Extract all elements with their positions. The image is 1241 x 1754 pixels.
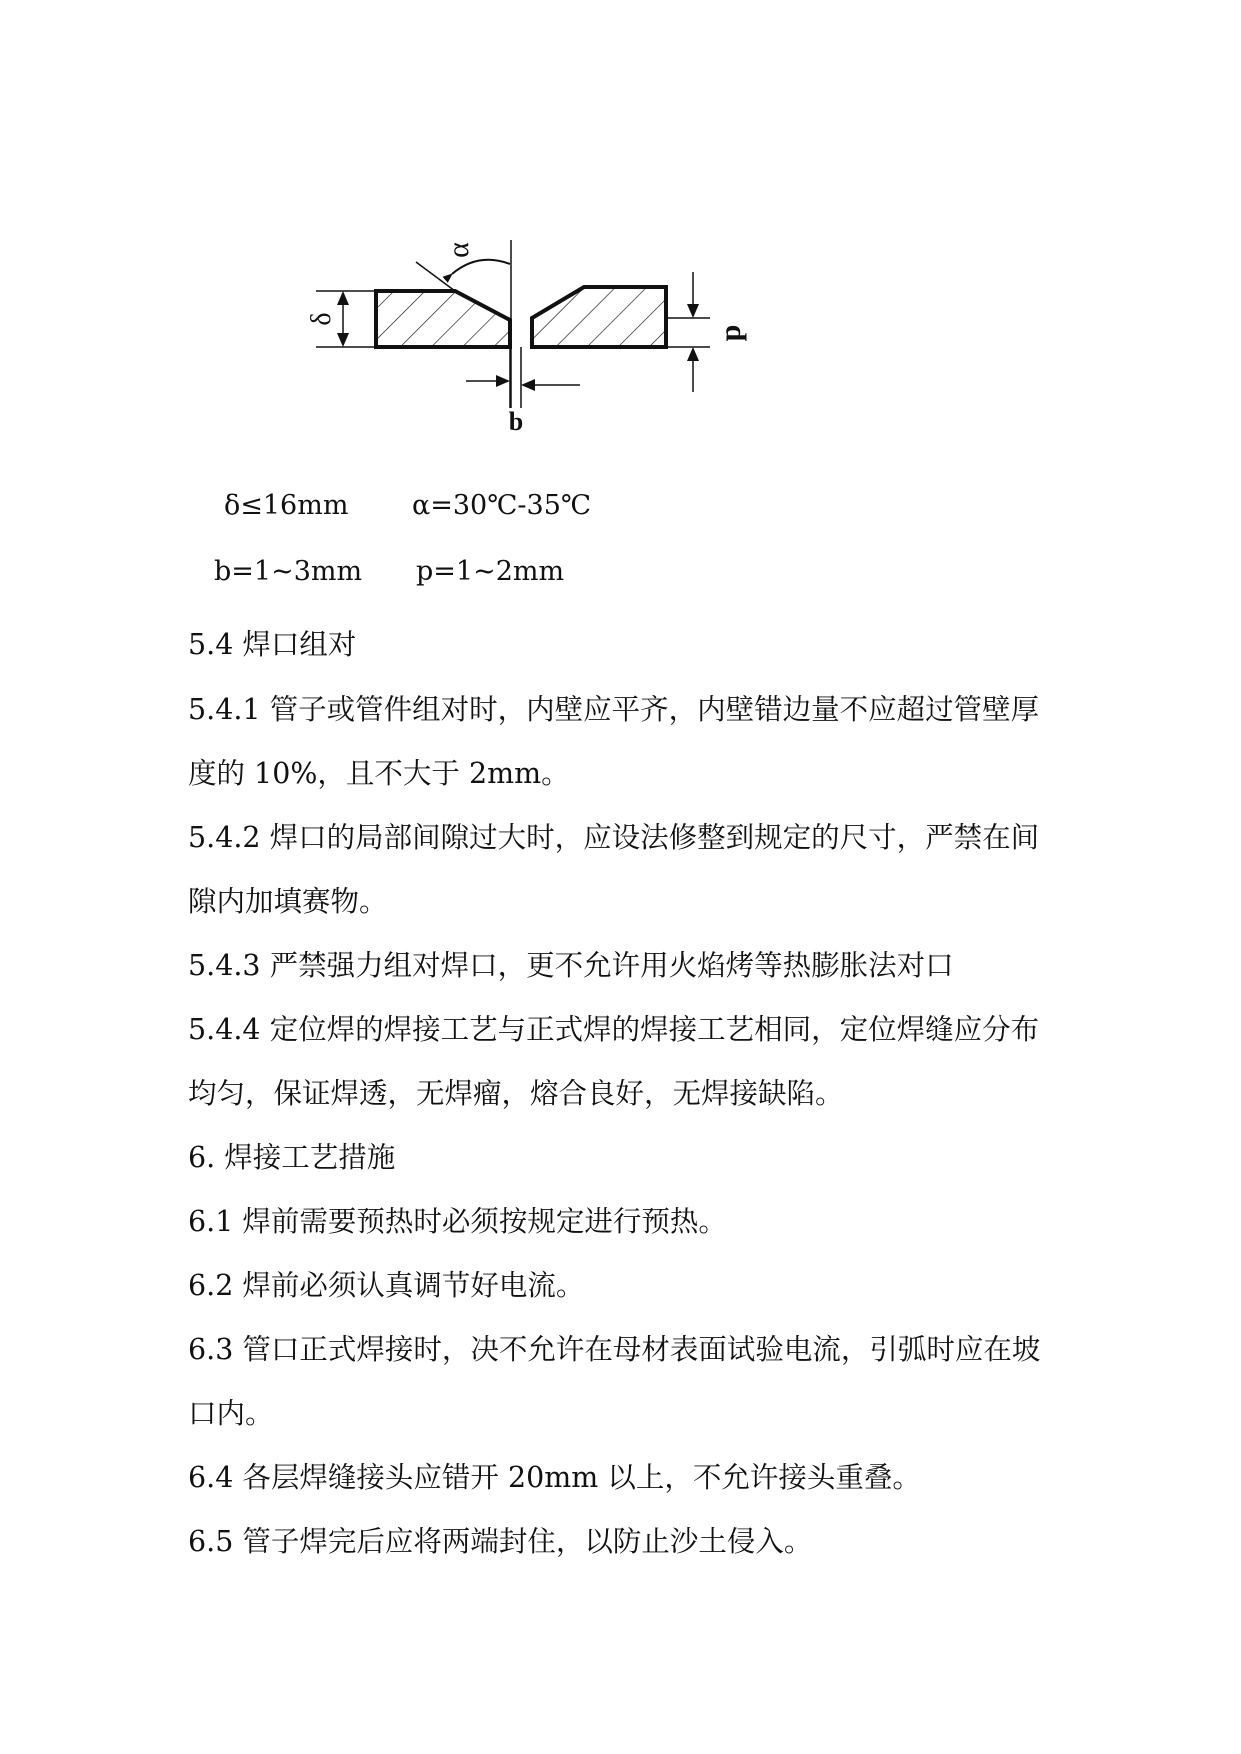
left-plate — [376, 291, 510, 347]
bevel-extension-line — [416, 262, 455, 291]
p-label: p — [714, 324, 747, 342]
alpha-label: α — [442, 242, 475, 258]
param-delta: δ≤16mm — [224, 490, 349, 521]
param-b: b=1~3mm — [214, 556, 363, 587]
param-p: p=1~2mm — [416, 556, 565, 587]
paragraph-line: 隙内加填赛物。 — [188, 885, 388, 918]
paragraph-line: 6.1 焊前需要预热时必须按规定进行预热。 — [188, 1205, 727, 1238]
section-heading: 5.4 焊口组对 — [188, 628, 357, 661]
paragraph-line: 5.4.1 管子或管件组对时，内壁应平齐，内壁错边量不应超过管壁厚 — [188, 693, 1040, 726]
paragraph-line: 6.4 各层焊缝接头应错开 20mm 以上，不允许接头重叠。 — [188, 1461, 921, 1494]
alpha-arc — [452, 260, 510, 274]
paragraph-line: 6.5 管子焊完后应将两端封住，以防止沙土侵入。 — [188, 1525, 813, 1558]
weld-groove-diagram — [0, 0, 1241, 460]
paragraph-line: 5.4.2 焊口的局部间隙过大时，应设法修整到规定的尺寸，严禁在间 — [188, 821, 1040, 854]
paragraph-line: 6.3 管口正式焊接时，决不允许在母材表面试验电流，引弧时应在坡 — [188, 1333, 1041, 1366]
paragraph-line: 均匀，保证焊透，无焊瘤，熔合良好，无焊接缺陷。 — [188, 1077, 844, 1110]
paragraph-line: 度的 10%，且不大于 2mm。 — [188, 757, 570, 790]
param-alpha: α=30℃-35℃ — [412, 490, 592, 521]
paragraph-line: 5.4.4 定位焊的焊接工艺与正式焊的焊接工艺相同，定位焊缝应分布 — [188, 1013, 1040, 1046]
paragraph-line: 口内。 — [188, 1397, 274, 1430]
paragraph-line: 5.4.3 严禁强力组对焊口，更不允许用火焰烤等热膨胀法对口 — [188, 949, 954, 982]
right-plate — [532, 287, 666, 347]
section-heading: 6. 焊接工艺措施 — [188, 1141, 396, 1174]
b-label: b — [508, 407, 524, 436]
delta-label: δ — [306, 312, 337, 326]
paragraph-line: 6.2 焊前必须认真调节好电流。 — [188, 1269, 585, 1302]
